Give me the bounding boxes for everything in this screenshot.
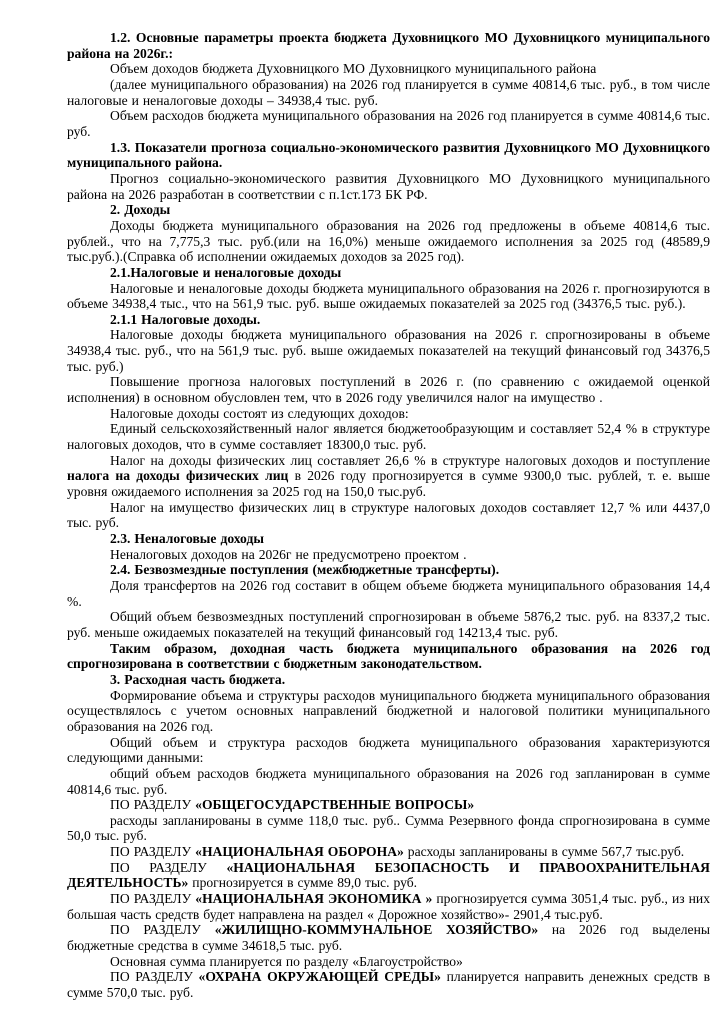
body-paragraph — [67, 77, 710, 108]
text-run: ПО РАЗДЕЛУ — [110, 891, 196, 907]
bold-text-run: «НАЦИОНАЛЬНАЯ ЭКОНОМИКА » — [195, 891, 433, 907]
body-paragraph — [67, 844, 710, 860]
text-run: планируется направить денежных средств в сумме 570,0 тыс. руб. — [67, 969, 710, 1001]
text-run: (далее муниципального образования) на 2026 год планируется в сумме 40814,6 тыс. руб., в том числе налоговые и неналоговые доходы – 34938,4 тыс. руб. — [67, 76, 710, 108]
document-body — [67, 30, 710, 1001]
body-paragraph — [67, 954, 710, 970]
bold-text-run: «ЖИЛИЩНО-КОММУНАЛЬНОЕ ХОЗЯЙСТВО» — [214, 922, 539, 938]
text-run: на 2026 год выделены бюджетные средства в сумме 34618,5 тыс. руб. — [67, 922, 710, 954]
section-heading — [67, 140, 710, 171]
text-run: расходы запланированы в сумме 567,7 тыс.руб. — [403, 844, 685, 860]
bold-text-run: 3. Расходная часть бюджета. — [110, 671, 286, 687]
body-paragraph — [67, 609, 710, 640]
bold-text-run: 2.3. Неналоговые доходы — [110, 531, 264, 546]
text-run: Доля трансфертов на 2026 год составит в общем объеме бюджета муниципального образования 14,4 %. — [67, 577, 710, 609]
section-heading — [67, 30, 710, 61]
bold-text-run: «НАЦИОНАЛЬНАЯ БЕЗОПАСНОСТЬ И ПРАВООХРАНИТЕЛЬНАЯ ДЕЯТЕЛЬНОСТЬ» — [67, 859, 710, 891]
body-paragraph — [67, 406, 710, 422]
text-run: Общий объем безвозмездных поступлений спрогнозирован в объеме 5876,2 тыс. руб. на 8337,2 тыс. руб. меньше ожидаемых показателей на текущий финансовый год 14213,4 тыс. руб. — [67, 609, 710, 640]
body-paragraph — [67, 327, 710, 374]
text-run: прогнозируется в сумме 89,0 тыс. руб. — [188, 875, 418, 891]
body-paragraph — [67, 218, 710, 265]
text-run: Налоговые доходы бюджета муниципального образования на 2026 г. спрогнозированы в объеме 34938,4 тыс. руб., что на 561,9 тыс. руб. выше ожидаемых показателей на текущий финансовый год 34376,5 тыс. руб.) — [67, 327, 710, 374]
bold-text-run: налога на доходы физических лиц — [67, 468, 289, 484]
body-paragraph — [67, 891, 710, 922]
text-run: Общий объем и структура расходов бюджета муниципального образования характеризуются следующими данными: — [67, 734, 710, 766]
body-paragraph — [67, 578, 710, 609]
text-run: в 2026 году прогнозируется в сумме 9300,0 тыс. рублей, т. е. выше уровня ожидаемого исполнения за 2025 год на 150,0 тыс.руб. — [67, 468, 710, 500]
text-run: Налоговые и неналоговые доходы бюджета муниципального образования на 2026 г. прогнозируются в объеме 34938,4 тыс., что на 561,9 тыс. руб. выше ожидаемых показателей за 2025 год (34376,5 тыс. руб.). — [67, 280, 710, 312]
text-run: ПО РАЗДЕЛУ — [110, 844, 196, 860]
body-paragraph — [67, 797, 710, 813]
bold-text-run: «НАЦИОНАЛЬНАЯ ОБОРОНА» — [195, 844, 404, 860]
text-run: ПО РАЗДЕЛУ — [110, 797, 196, 813]
text-run: Формирование объема и структуры расходов муниципального бюджета муниципального образования осуществлялось с учетом основных направлений бюджетной и налоговой политики муниципального образования на 2026 год. — [67, 687, 710, 734]
bold-text-run: 1.2. Основные параметры проекта бюджета Духовницкого МО Духовницкого муниципального района на 2026г.: — [67, 30, 710, 61]
text-run: Объем расходов бюджета муниципального образования на 2026 год планируется в сумме 40814,6 тыс. руб. — [67, 108, 710, 139]
bold-text-run: «ОХРАНА ОКРУЖАЮЩЕЙ СРЕДЫ» — [198, 969, 441, 985]
section-heading — [67, 562, 710, 578]
text-run: Налог на имущество физических лиц в структуре налоговых доходов составляет 12,7 % или 4437,0 тыс. руб. — [67, 499, 710, 531]
text-run: Прогноз социально-экономического развития Духовницкого МО Духовницкого муниципального района на 2026 разработан в соответствии с п.1ст.173 БК РФ. — [67, 170, 710, 202]
body-paragraph — [67, 421, 710, 452]
text-run: Основная сумма планируется по разделу «Благоустройство» — [110, 953, 463, 969]
section-heading — [67, 202, 710, 218]
body-paragraph — [67, 860, 710, 891]
text-run: Доходы бюджета муниципального образования на 2026 год предложены в объеме 40814,6 тыс. рублей., что на 7,775,3 тыс. руб.(или на 16,0%) меньше ожидаемого исполнения за 2025 год (48589,9 тыс.руб.).(Справка об исполнении ожидаемых доходов за 2025 год). — [67, 217, 710, 265]
section-heading — [67, 265, 710, 281]
body-paragraph — [67, 500, 710, 531]
body-paragraph — [67, 374, 710, 405]
bold-text-run: Таким образом, доходная часть бюджета муниципального образования на 2026 год спрогнозирована в соответствии с бюджетным законодательством. — [67, 640, 710, 672]
bold-text-run: 2.1.1 Налоговые доходы. — [110, 311, 261, 327]
body-paragraph — [67, 453, 710, 500]
body-paragraph — [67, 61, 710, 77]
text-run: ПО РАЗДЕЛУ — [110, 922, 215, 938]
text-run: ПО РАЗДЕЛУ — [110, 969, 199, 985]
text-run: Неналоговых доходов на 2026г не предусмотрено проектом . — [110, 546, 467, 562]
body-paragraph — [67, 281, 710, 312]
body-paragraph — [67, 688, 710, 735]
text-run: Объем доходов бюджета Духовницкого МО Духовницкого муниципального района — [110, 61, 597, 77]
body-paragraph — [67, 547, 710, 563]
body-paragraph — [67, 766, 710, 797]
body-paragraph — [67, 735, 710, 766]
section-heading — [67, 641, 710, 672]
body-paragraph — [67, 813, 710, 844]
text-run: Налоговые доходы состоят из следующих доходов: — [110, 405, 409, 421]
bold-text-run: 2.1.Налоговые и неналоговые доходы — [110, 264, 342, 280]
section-heading — [67, 531, 710, 547]
bold-text-run: 2. Доходы — [110, 202, 171, 218]
bold-text-run: 1.3. Показатели прогноза социально-экономического развития Духовницкого МО Духовницкого муниципального района. — [67, 139, 710, 171]
body-paragraph — [67, 922, 710, 953]
text-run: Единый сельскохозяйственный налог является бюджетообразующим и составляет 52,4 % в структуре налоговых доходов, что в сумме составляет 18300,0 тыс. руб. — [67, 421, 710, 453]
text-run: ПО РАЗДЕЛУ — [110, 859, 227, 875]
body-paragraph — [67, 969, 710, 1000]
text-run: общий объем расходов бюджета муниципального образования на 2026 год запланирован в сумме 40814,6 тыс. руб. — [67, 765, 710, 797]
body-paragraph — [67, 171, 710, 202]
bold-text-run: «ОБЩЕГОСУДАРСТВЕННЫЕ ВОПРОСЫ» — [195, 797, 475, 813]
body-paragraph — [67, 108, 710, 139]
section-heading — [67, 312, 710, 328]
text-run: Налог на доходы физических лиц составляет 26,6 % в структуре налоговых доходов и поступление — [110, 452, 710, 468]
text-run: прогнозируется сумма 3051,4 тыс. руб., из них большая часть средств будет направлена на раздел « Дорожное хозяйство»- 2901,4 тыс.руб. — [67, 891, 710, 922]
bold-text-run: 2.4. Безвозмездные поступления (межбюджетные трансферты). — [110, 562, 500, 578]
text-run: расходы запланированы в сумме 118,0 тыс. руб.. Сумма Резервного фонда спрогнозирована в сумме 50,0 тыс. руб. — [67, 812, 710, 844]
section-heading — [67, 672, 710, 688]
text-run: Повышение прогноза налоговых поступлений в 2026 г. (по сравнению с ожидаемой оценкой исполнения) в основном обусловлен тем, что в 2026 году увеличился налог на имущество . — [67, 374, 710, 406]
